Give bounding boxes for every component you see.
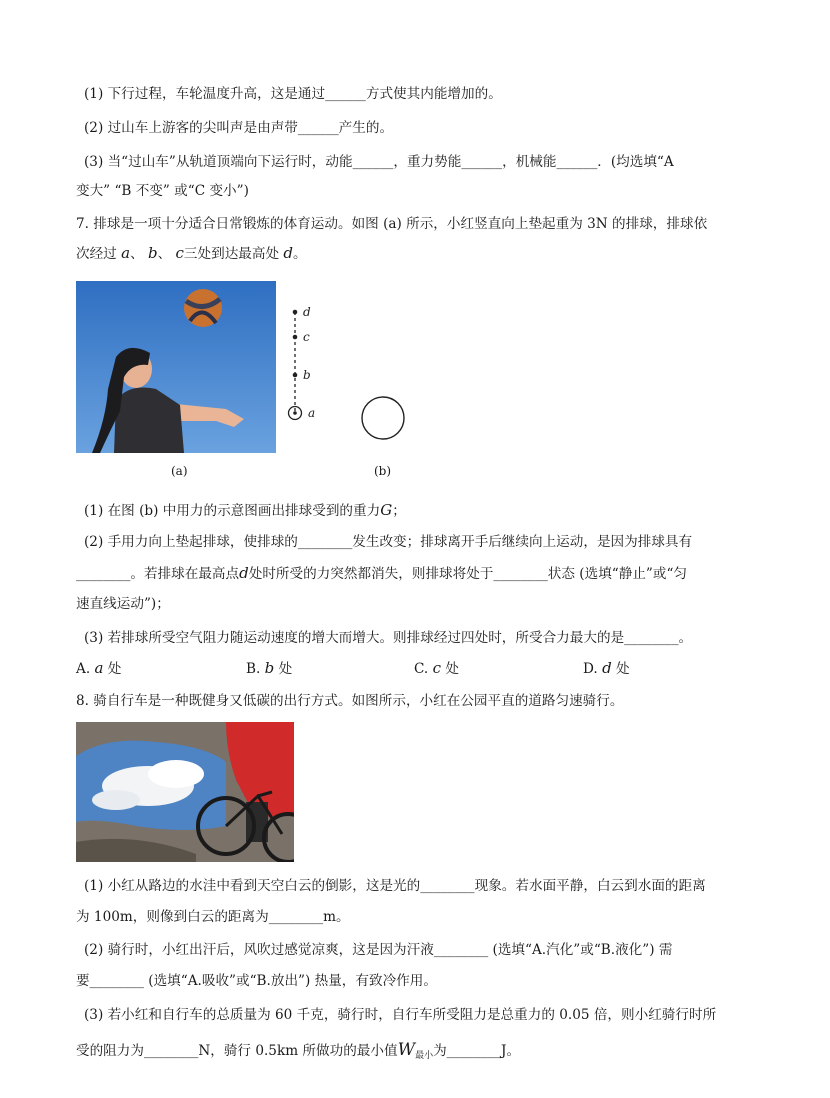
q7-stem-line1: 7. 排球是一项十分适合日常锻炼的体育运动。如图 (a) 所示，小红竖直向上垫起重为 3N 的排球，排球依 [76,216,708,232]
option-d[interactable]: D. d 处 [583,659,630,677]
option-b[interactable]: B. b 处 [246,659,293,677]
q7-part2-line1: (2) 手用力向上垫起排球，使排球的________发生改变；排球离开手后继续向上运动，是因为排球具有 [84,534,693,550]
bicycle-photo [76,722,294,862]
caption-b: (b) [374,464,392,478]
q8-part1-line2: 为 100m，则像到白云的距离为________m。 [76,909,350,925]
q8-part3-line2: 受的阻力为________N，骑行 0.5km 所做功的最小值$W_{最小}$为________J。 [76,1040,521,1061]
label-d: d [303,305,311,319]
q7-part2-line3: 速直线运动”)； [76,596,170,612]
q8-part1-line1: (1) 小红从路边的水洼中看到天空白云的倒影，这是光的________现象。若水面平静，白云到水面的距离 [84,878,706,894]
q7-stem-line2: 次经过 a、 b、 c三处到达最高处 d。 [76,244,307,262]
label-c: c [303,330,310,344]
volleyball-photo [76,281,276,453]
label-b: b [303,368,311,382]
option-c[interactable]: C. c 处 [414,659,459,677]
q7-part1: (1) 在图 (b) 中用力的示意图画出排球受到的重力G； [84,501,406,519]
ball-circle-b [362,397,404,439]
q8-part2-line1: (2) 骑行时，小红出汗后，风吹过感觉凉爽，这是因为汗液________ (选填“A.汽化”或“B.液化”) 需 [84,942,673,958]
q6-part2: (2) 过山车上游客的尖叫声是由声带______产生的。 [84,120,394,136]
q8-stem: 8. 骑自行车是一种既健身又低碳的出行方式。如图所示，小红在公园平直的道路匀速骑行。 [76,693,624,709]
q8-part2-line2: 要________ (选填“A.吸收”或“B.放出”) 热量，有致冷作用。 [76,973,437,989]
label-a: a [308,406,316,420]
q7-part3: (3) 若排球所受空气阻力随运动速度的增大而增大。则排球经过四处时，所受合力最大的是________。 [84,630,693,646]
caption-a: (a) [171,464,188,478]
q6-part1: (1) 下行过程，车轮温度升高，这是通过______方式使其内能增加的。 [84,86,502,102]
q6-part3-line1: (3) 当“过山车”从轨道顶端向下运行时，动能______，重力势能______，机械能______．(均选填“A [84,154,674,170]
q7-part2-line2: ________。若排球在最高点d处时所受的力突然都消失，则排球将处于________状态 (选填“静止”或“匀 [76,564,688,582]
ball-position-diagram [282,300,422,445]
option-a[interactable]: A. a 处 [76,659,122,677]
q8-part3-line1: (3) 若小红和自行车的总质量为 60 千克，骑行时，自行车所受阻力是总重力的 0.05 倍，则小红骑行时所 [84,1007,717,1023]
q6-part3-line2: 变大” “B 不变” 或“C 变小”) [76,183,249,199]
